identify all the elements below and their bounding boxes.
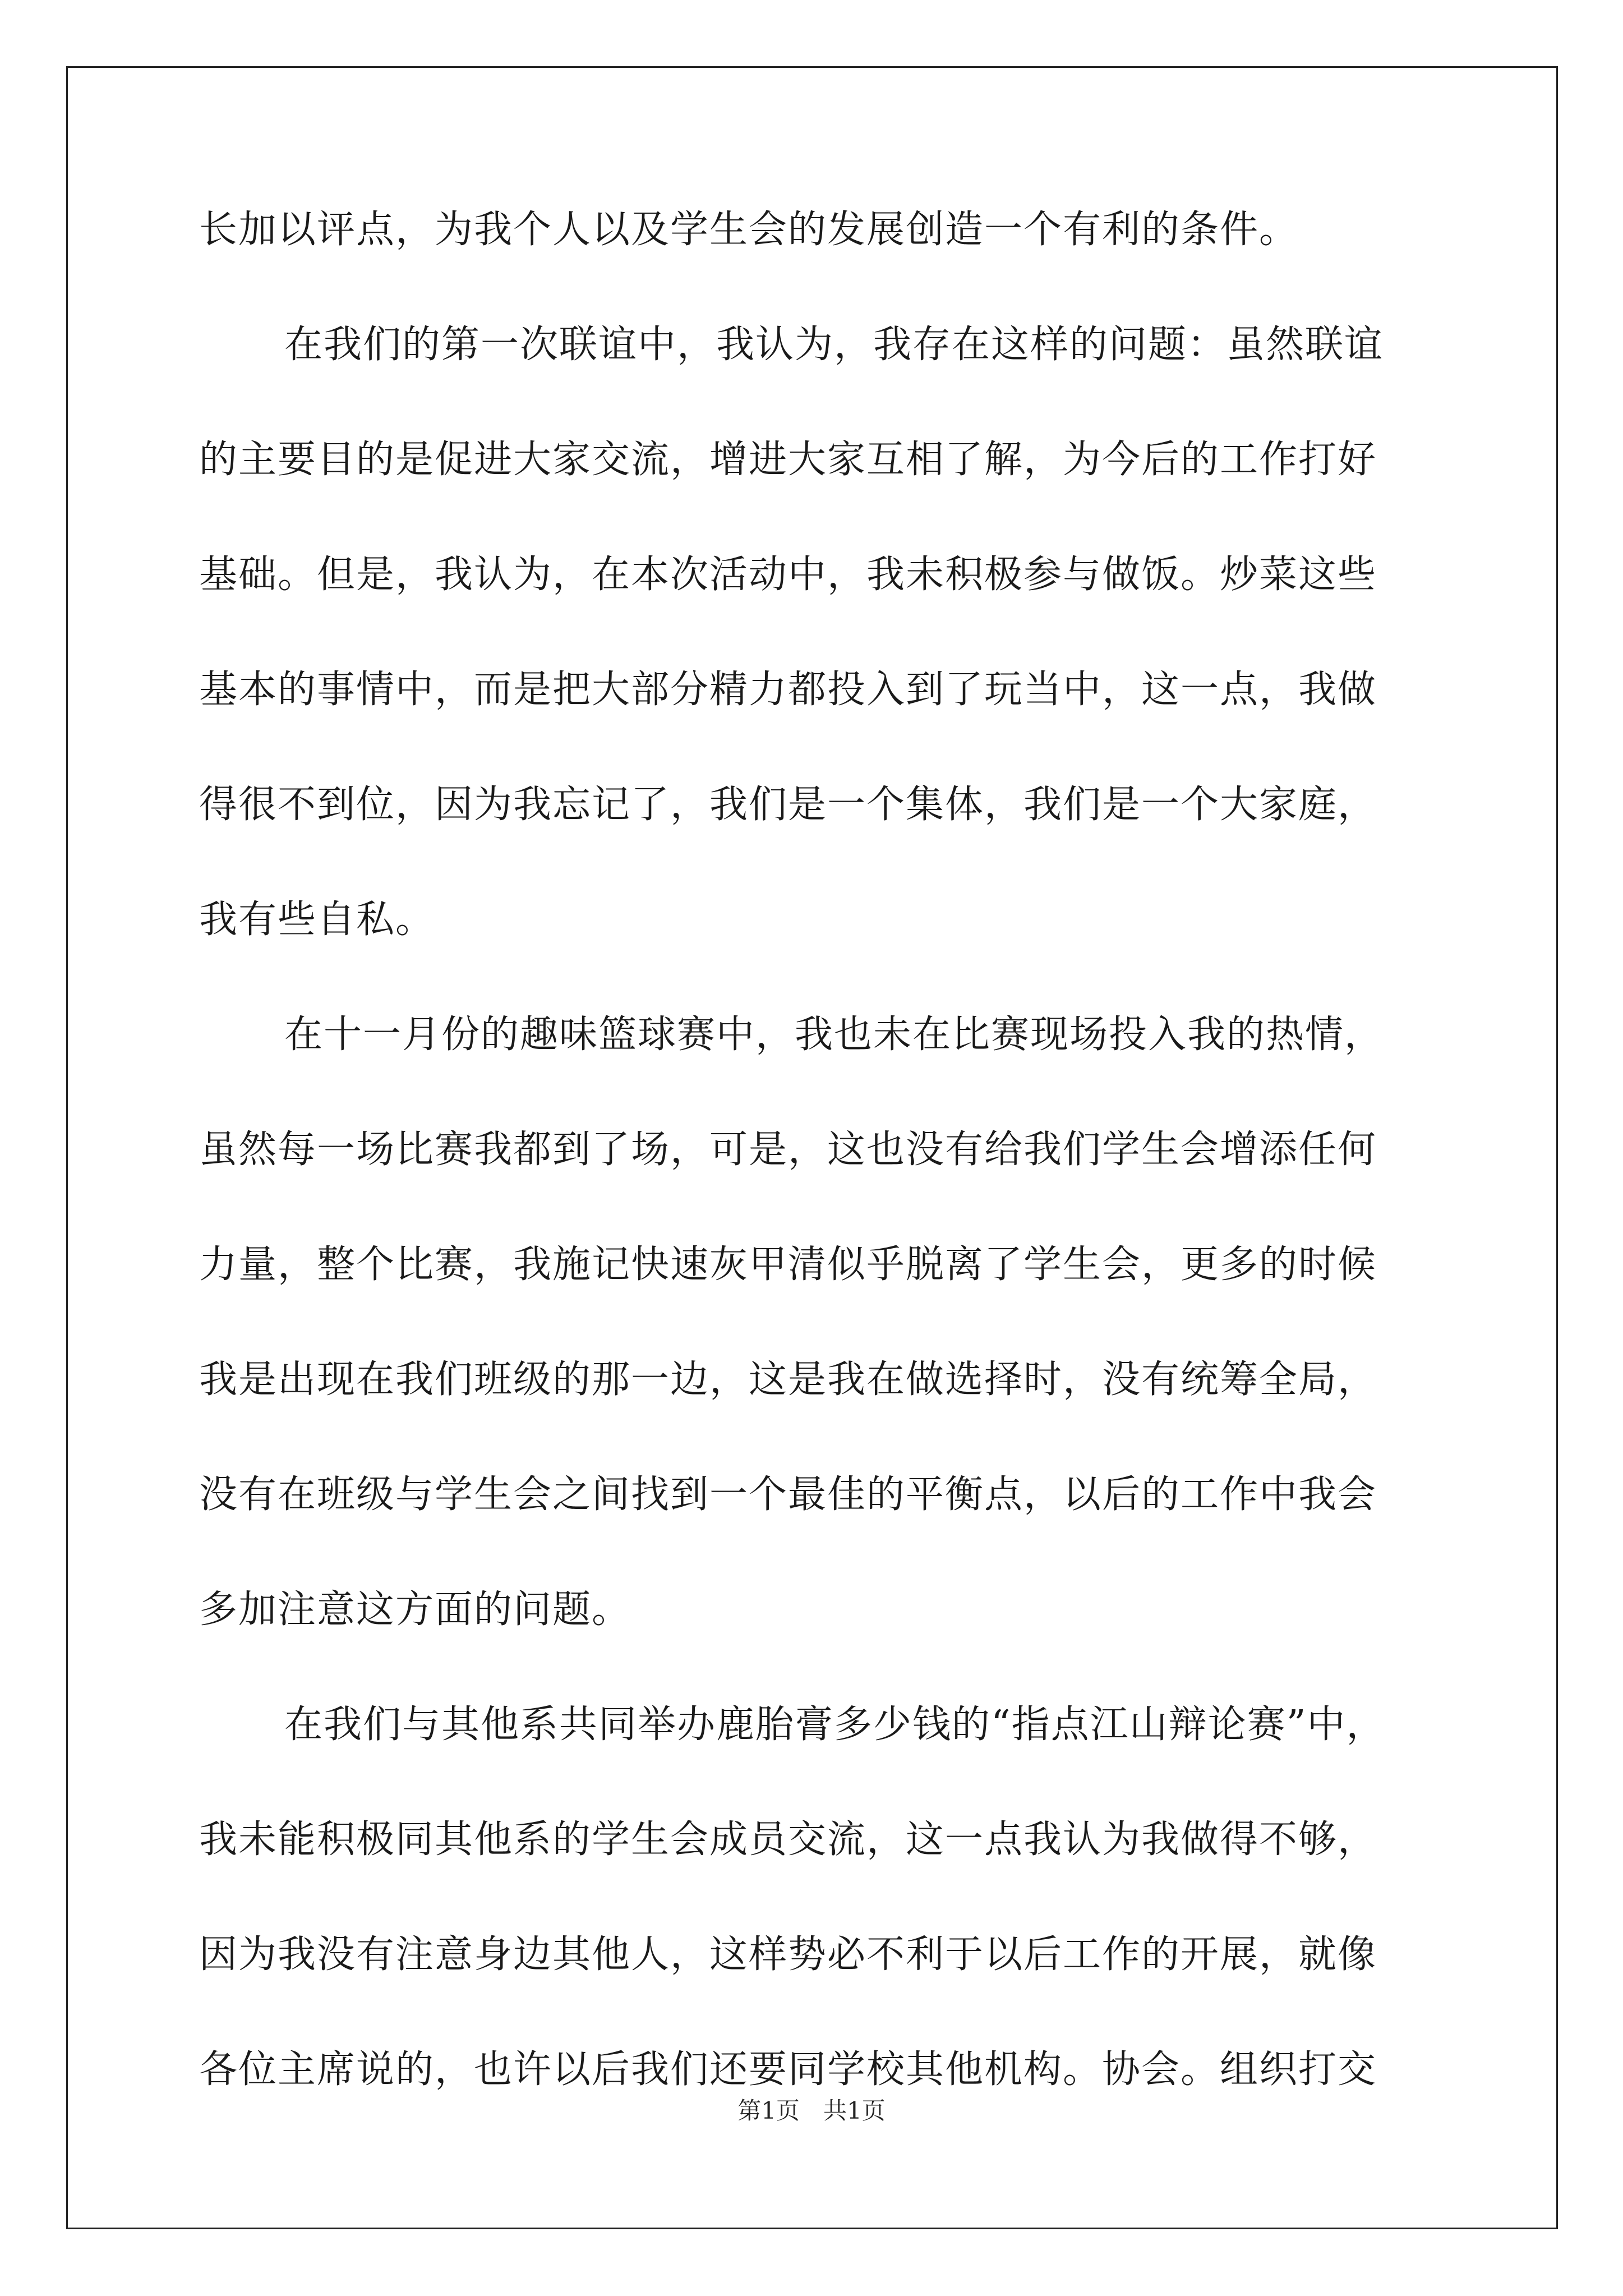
text-line: 虽然每一场比赛我都到了场，可是，这也没有给我们学生会增添任何	[199, 1128, 1377, 1172]
text-line: 因为我没有注意身边其他人，这样势必不利于以后工作的开展，就像	[199, 1932, 1377, 1977]
page-number-footer: 第1页 共1页	[737, 2097, 886, 2124]
text-line: 我未能积极同其他系的学生会成员交流，这一点我认为我做得不够，	[199, 1818, 1377, 1862]
text-line: 多加注意这方面的问题。	[199, 1588, 631, 1632]
text-line: 我是出现在我们班级的那一边，这是我在做选择时，没有统筹全局，	[199, 1358, 1377, 1402]
paragraph-first-line: 在十一月份的趣味篮球赛中，我也未在比赛现场投入我的热情，	[284, 1013, 1384, 1057]
text-line: 的主要目的是促进大家交流，增进大家互相了解，为今后的工作打好	[199, 438, 1377, 482]
text-line: 基础。但是，我认为，在本次活动中，我未积极参与做饭。炒菜这些	[199, 553, 1377, 597]
text-line: 力量，整个比赛，我施记快速灰甲清似乎脱离了学生会，更多的时候	[199, 1243, 1377, 1287]
text-line: 长加以评点，为我个人以及学生会的发展创造一个有利的条件。	[199, 208, 1299, 252]
paragraph-first-line: 在我们与其他系共同举办鹿胎膏多少钱的“指点江山辩论赛”中，	[284, 1703, 1386, 1747]
text-line: 没有在班级与学生会之间找到一个最佳的平衡点，以后的工作中我会	[199, 1473, 1377, 1517]
text-line: 基本的事情中，而是把大部分精力都投入到了玩当中，这一点，我做	[199, 668, 1377, 712]
paragraph-first-line: 在我们的第一次联谊中，我认为，我存在这样的问题：虽然联谊	[284, 323, 1384, 367]
text-line: 各位主席说的，也许以后我们还要同学校其他机构。协会。组织打交	[199, 2047, 1377, 2092]
text-line: 我有些自私。	[199, 898, 435, 942]
text-line: 得很不到位，因为我忘记了，我们是一个集体，我们是一个大家庭，	[199, 783, 1377, 827]
